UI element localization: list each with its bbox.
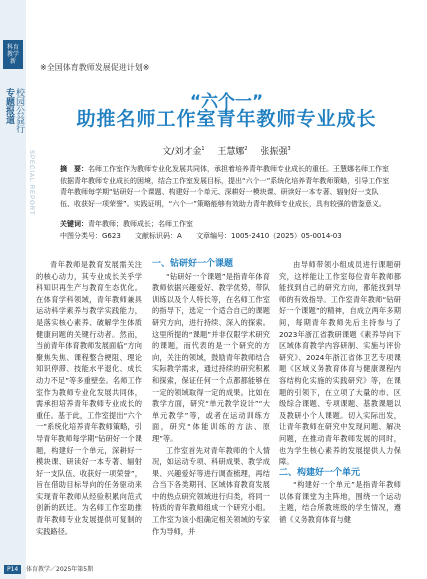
journal-issue: 体育教学／2025年第5期 xyxy=(26,566,94,573)
author-3: 张振强$^3$ xyxy=(260,146,291,157)
author-2: 王慧娜$^2$ xyxy=(217,146,248,157)
article-number: 文章编号：1005-2410（2025）05-0014-03 xyxy=(196,232,342,240)
abstract-text: 名师工作室作为教师专业化发展共同体，承担着培养青年教师专业成长的重任。王慧娜名师工作室依据青年教师专业成长的困境，结合工作室发展目标，提出“六个一”系统化培养青年教师策略，引导工作室青年教师每学期“钻研好一个课题、构建好一个单元、深耕好一模块课、研读好一本专著、辐射好一支队伍、收获好一项荣誉”。实践证明，“六个一”策略能够有效助力青年教师专业成长，具有较强的借鉴意义。 xyxy=(60,165,390,208)
paragraph: “钻研好一个课题”是指青年体育教师依据兴趣爱好、教学优势，带队训练以及个人特长等，在名师工作室的指导下，选定一个适合自己的课题研究方向，进行持续、深入的探索。这里所提的“课题”并非仅限学术研究的课题，而代表的是一个研究的方向，关注的领域，鼓励青年教师结合实际教学需求，通过持续的研究积累和探索，保证任何一个点都都能够在一定的领域取得一定的成果。比如在教学方面，研究“单元教学设计”“大单元教学”等，或者在运动训练方面，研究“体能训练的方法、原理”等。 xyxy=(152,271,270,443)
section-english: SPECIAL REPORT xyxy=(28,150,34,216)
section-heading-1: 一、钻研好一个课题 xyxy=(152,259,234,269)
author-1: 文/刘才金$^1$ xyxy=(162,146,205,157)
byline xyxy=(26,144,427,157)
abstract-label: 摘 要： xyxy=(60,165,88,173)
paragraph: 由导师带领小组成员进行课题研究，这样能让工作室每位青年教师都能找到自己的研究方向，都能找到导师的有效指导。工作室青年教师“钻研好一个课题”的精神，自成立两年多期间，每期青年教师先后主持参与了2023年浙江省教研课题《素养导向下区域体育教学内容研制、实施与评价研究》、2024年浙江省体卫艺专项课题《区域义务教育体育与健康课程内容结构化实施的实践研究》等，在课题的引领下，在立项了大量的市、区级综合课题、专项课题、基教课题以及教研小个人课题。切入实际出发，让青年教师在研究中发现问题、解决问题，在推动青年教师发展的同时，也为学生核心素养的发展提供人力保障。 xyxy=(279,260,401,467)
body-column-2 xyxy=(152,259,270,537)
paragraph: 工作室首先对青年教师的个人情况，如运动专项、科研成果、教学成果、兴趣爱好等进行调查梳理，再结合当下各类期刊、区域体育教育发展中的热点研究领域进行归类，将同一特质的青年教师组成一个研究小组。工作室为该小组确定相关领域的专家作为导师，并 xyxy=(152,445,270,536)
series-line: ※全国体育教师发展促进计划※ xyxy=(40,63,150,72)
page-number: P14 xyxy=(4,565,21,574)
keywords-label: 关键词： xyxy=(60,220,88,228)
article-title: 助推名师工作室青年教师专业成长 xyxy=(76,108,377,130)
title-quote: “六个一” xyxy=(189,92,264,112)
section-subtitle: 校园公益行 xyxy=(14,88,24,133)
journal-badge: 科育 教学 新 xyxy=(3,40,23,69)
body-column-1 xyxy=(36,259,142,537)
body-column-3 xyxy=(279,259,401,526)
sidebar xyxy=(0,0,26,579)
paragraph: “构建好一个单元”是指青年教师以体育课堂为主阵地，围绕一个运动主题，结合所教班级的学生情况，遵循《义务教育体育与健 xyxy=(279,480,401,525)
keywords-text: 青年教师；教师成长；名师工作室 xyxy=(88,220,193,228)
section-heading-2: 二、构建好一个单元 xyxy=(279,467,361,478)
keywords xyxy=(60,219,390,229)
document-code: 文献标识码：A xyxy=(135,232,182,240)
article-meta xyxy=(60,231,390,241)
abstract xyxy=(60,164,390,210)
section-title: 专题报道 xyxy=(4,88,14,124)
clc-number: 中图分类号：G623 xyxy=(60,232,121,240)
paragraph: 青年教师是教育发展需关注的核心动力，其专业成长关乎学科知识再生产与教育生态优化。在体育学科领域，青年教师兼具运动科学素养与教学实践能力，是落实核心素养、破解学生体质健康问题的关键行动者。然而，当前青年体育教师发展面临“方向聚焦失焦、课程整合梗阻、理论知识停滞、技能水平退化、成长动力不足”等多重壁垒。名师工作室作为教师专业化发展共同体，需承担培养青年教师专业成长的重任。基于此，工作室提出“六个一”系统化培养青年教师策略，引导青年教师每学期“钻研好一个课题，构建好一个单元，深耕好一模块课、研读好一本专著、辐射好一支队伍、收获好一项荣誉”，旨在借助目标导向的任务驱动来实现青年教师从经验积累向范式创新的跃迁。为名师工作室助推青年教师专业发展提供可复制的实践路径。 xyxy=(36,260,142,536)
